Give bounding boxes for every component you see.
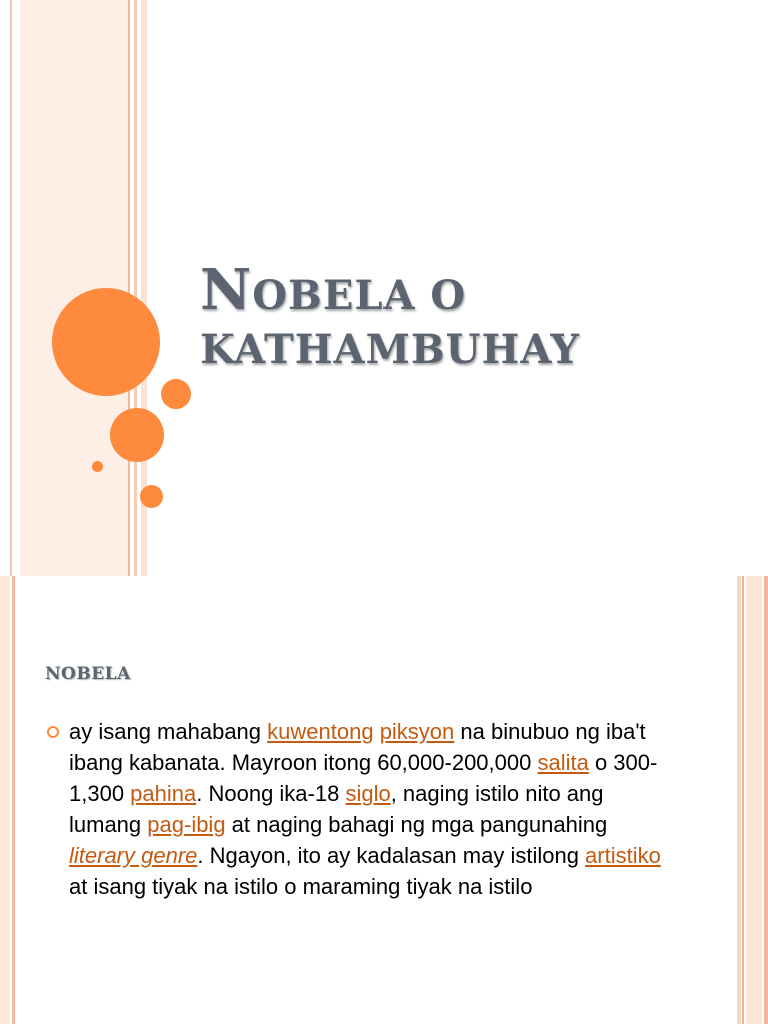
decor-circle-small xyxy=(140,485,163,508)
link-pag-ibig[interactable]: pag-ibig xyxy=(147,812,226,837)
slide-title xyxy=(200,257,740,398)
title-initial: N xyxy=(200,257,253,323)
link-salita[interactable]: salita xyxy=(537,750,589,775)
decor-stripe xyxy=(764,576,768,1024)
decor-stripe xyxy=(10,0,12,576)
text: . Noong ika-18 xyxy=(196,781,346,806)
decor-circle-small xyxy=(161,379,191,409)
decor-stripe xyxy=(128,0,130,576)
decor-circle-tiny xyxy=(92,461,103,472)
text: at isang tiyak na istilo o maraming tiyak na istilo xyxy=(69,874,533,899)
decor-stripe xyxy=(12,576,15,1024)
decor-circle-large xyxy=(52,288,160,396)
decor-stripe xyxy=(134,0,137,576)
decor-stripe xyxy=(746,576,762,1024)
decor-stripe xyxy=(0,576,10,1024)
title-line2: KATHAMBUHAY xyxy=(200,326,580,373)
link-piksyon[interactable]: piksyon xyxy=(379,719,455,744)
text: ay isang mahabang xyxy=(69,719,268,744)
text: , naging istilo nito ang lumang xyxy=(69,781,604,837)
text: na binubuo ng iba't ibang kabanata. Mayroon itong 60,000-200,000 xyxy=(69,719,646,775)
definition-paragraph xyxy=(69,716,669,902)
decor-stripe xyxy=(737,576,741,1024)
section-heading: NOBELA xyxy=(45,664,131,684)
link-kuwentong[interactable]: kuwentong xyxy=(267,719,374,744)
text: o 300-1,300 xyxy=(69,750,658,806)
decor-circle-medium xyxy=(110,408,164,462)
bullet-circle-icon xyxy=(47,726,59,738)
decor-stripe xyxy=(742,576,744,1024)
link-artistiko[interactable]: artistiko xyxy=(585,843,661,868)
link-siglo[interactable]: siglo xyxy=(345,781,391,806)
link-pahina[interactable]: pahina xyxy=(130,781,197,806)
text: . Ngayon, ito ay kadalasan may istilong xyxy=(197,843,586,868)
link-literary-genre[interactable]: literary genre xyxy=(69,843,198,868)
title-line1: OBELA O xyxy=(252,272,467,319)
text: at naging bahagi ng mga pangunahing xyxy=(225,812,608,837)
